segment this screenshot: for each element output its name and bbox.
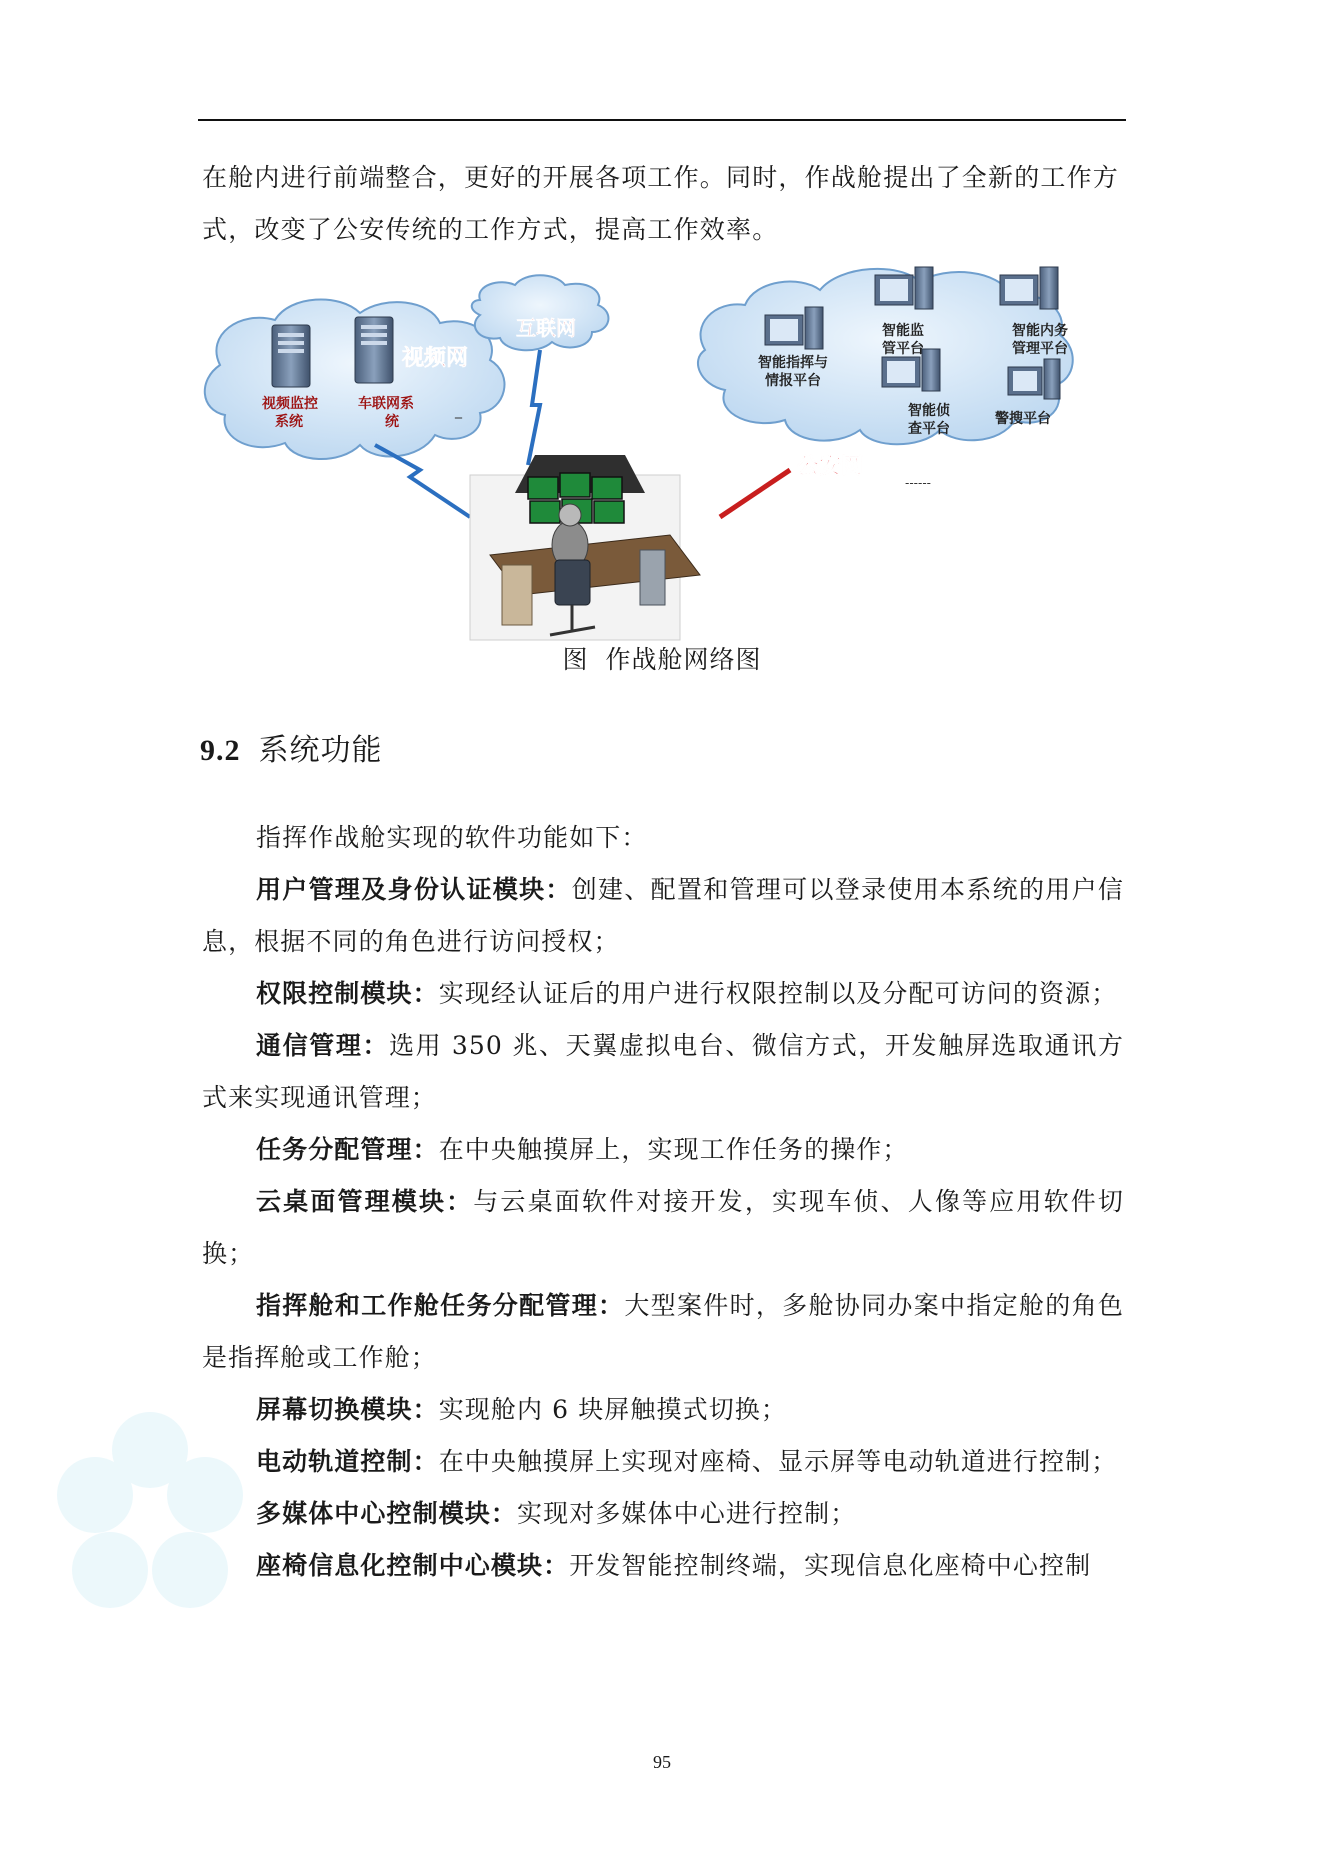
police-ellipsis: ------ <box>905 476 931 490</box>
network-figure <box>200 255 1130 650</box>
server-icon <box>272 325 310 387</box>
police-node1-label: 情报平台 <box>765 373 821 389</box>
section-number: 9.2 <box>200 734 241 767</box>
video-node1-label: 系统 <box>275 414 303 430</box>
video-ellipsis: _ <box>455 403 462 419</box>
police-node4-label: 查平台 <box>908 421 950 437</box>
police-node3-label: 管理平台 <box>1012 341 1068 357</box>
paragraph-text: 指挥作战舱实现的软件功能如下： <box>256 823 648 852</box>
paragraph-text: 选用 350 兆、天翼虚拟电台、微信方式，开发触屏选取通讯方式来实现通讯管理； <box>202 1031 1124 1112</box>
police-node3-label: 智能内务 <box>1012 323 1068 339</box>
paragraph-text: 实现舱内 6 块屏触摸式切换； <box>438 1395 788 1424</box>
network-diagram <box>200 255 1130 645</box>
video-network-title: 视频网 <box>402 346 469 371</box>
paragraph-text: 创建、配置和管理可以登录使用本系统的用户信息，根据不同的角色进行访问授权； <box>202 875 1125 956</box>
paragraph-label: 指挥舱和工作舱任务分配管理： <box>256 1291 625 1320</box>
video-node1-label: 视频监控 <box>262 396 318 412</box>
paragraph <box>202 1384 1124 1436</box>
paragraph <box>202 812 1124 864</box>
paragraph-text: 实现经认证后的用户进行权限控制以及分配可访问的资源； <box>438 979 1118 1008</box>
paragraph-text: 大型案件时，多舱协同办案中指定舱的角色是指挥舱或工作舱； <box>202 1291 1124 1372</box>
police-node2-label: 智能监 <box>882 323 924 339</box>
paragraph <box>202 1436 1124 1488</box>
paragraph-label: 电动轨道控制： <box>256 1447 439 1476</box>
paragraph-label: 通信管理： <box>256 1031 390 1060</box>
paragraph <box>202 1176 1124 1280</box>
figure-caption <box>0 640 1324 676</box>
server-icon <box>355 317 393 383</box>
police-network-title: 公安网 <box>797 454 864 479</box>
video-node2-label: 统 <box>385 414 399 430</box>
paragraph-label: 多媒体中心控制模块： <box>256 1499 518 1528</box>
internet-link <box>528 350 540 465</box>
command-cabin-illustration <box>470 455 700 640</box>
police-link <box>720 470 790 517</box>
body-text <box>202 812 1124 1592</box>
section-title: 系统功能 <box>258 733 383 768</box>
paragraph-label: 云桌面管理模块： <box>256 1187 474 1216</box>
police-node4-label: 智能侦 <box>908 403 950 419</box>
paragraph <box>202 864 1124 968</box>
police-node5-label: 警搜平台 <box>995 411 1051 427</box>
paragraph-text: 与云桌面软件对接开发，实现车侦、人像等应用软件切换； <box>202 1187 1124 1268</box>
paragraph <box>202 1280 1124 1384</box>
paragraph-label: 用户管理及身份认证模块： <box>256 875 572 904</box>
paragraph <box>202 1124 1124 1176</box>
paragraph-label: 任务分配管理： <box>256 1135 439 1164</box>
paragraph-text: 在中央触摸屏上实现对座椅、显示屏等电动轨道进行控制； <box>438 1447 1118 1476</box>
header-rule <box>198 119 1126 121</box>
paragraph <box>202 1540 1124 1592</box>
police-node2-label: 管平台 <box>882 341 924 357</box>
paragraph <box>202 1488 1124 1540</box>
paragraph <box>202 1020 1124 1124</box>
caption-title: 作战舱网络图 <box>605 645 762 674</box>
intro-paragraph: 在舱内进行前端整合，更好的开展各项工作。同时，作战舱提出了全新的工作方式，改变了公安传统的工作方式，提高工作效率。 <box>202 163 1120 244</box>
paragraph <box>202 968 1124 1020</box>
paragraph-label: 座椅信息化控制中心模块： <box>256 1551 570 1580</box>
internet-title: 互联网 <box>516 316 576 340</box>
paragraph-label: 屏幕切换模块： <box>256 1395 439 1424</box>
paragraph-text: 在中央触摸屏上，实现工作任务的操作； <box>438 1135 909 1164</box>
paragraph-label: 权限控制模块： <box>256 979 439 1008</box>
caption-prefix: 图 <box>562 645 589 674</box>
page-number: 95 <box>653 1752 671 1772</box>
video-node2-label: 车联网系 <box>358 396 414 412</box>
police-node1-label: 智能指挥与 <box>758 355 828 371</box>
computer-icon <box>1000 267 1058 309</box>
paragraph-text: 实现对多媒体中心进行控制； <box>517 1499 857 1528</box>
paragraph-text: 开发智能控制终端，实现信息化座椅中心控制 <box>569 1551 1092 1580</box>
section-heading <box>200 725 383 769</box>
